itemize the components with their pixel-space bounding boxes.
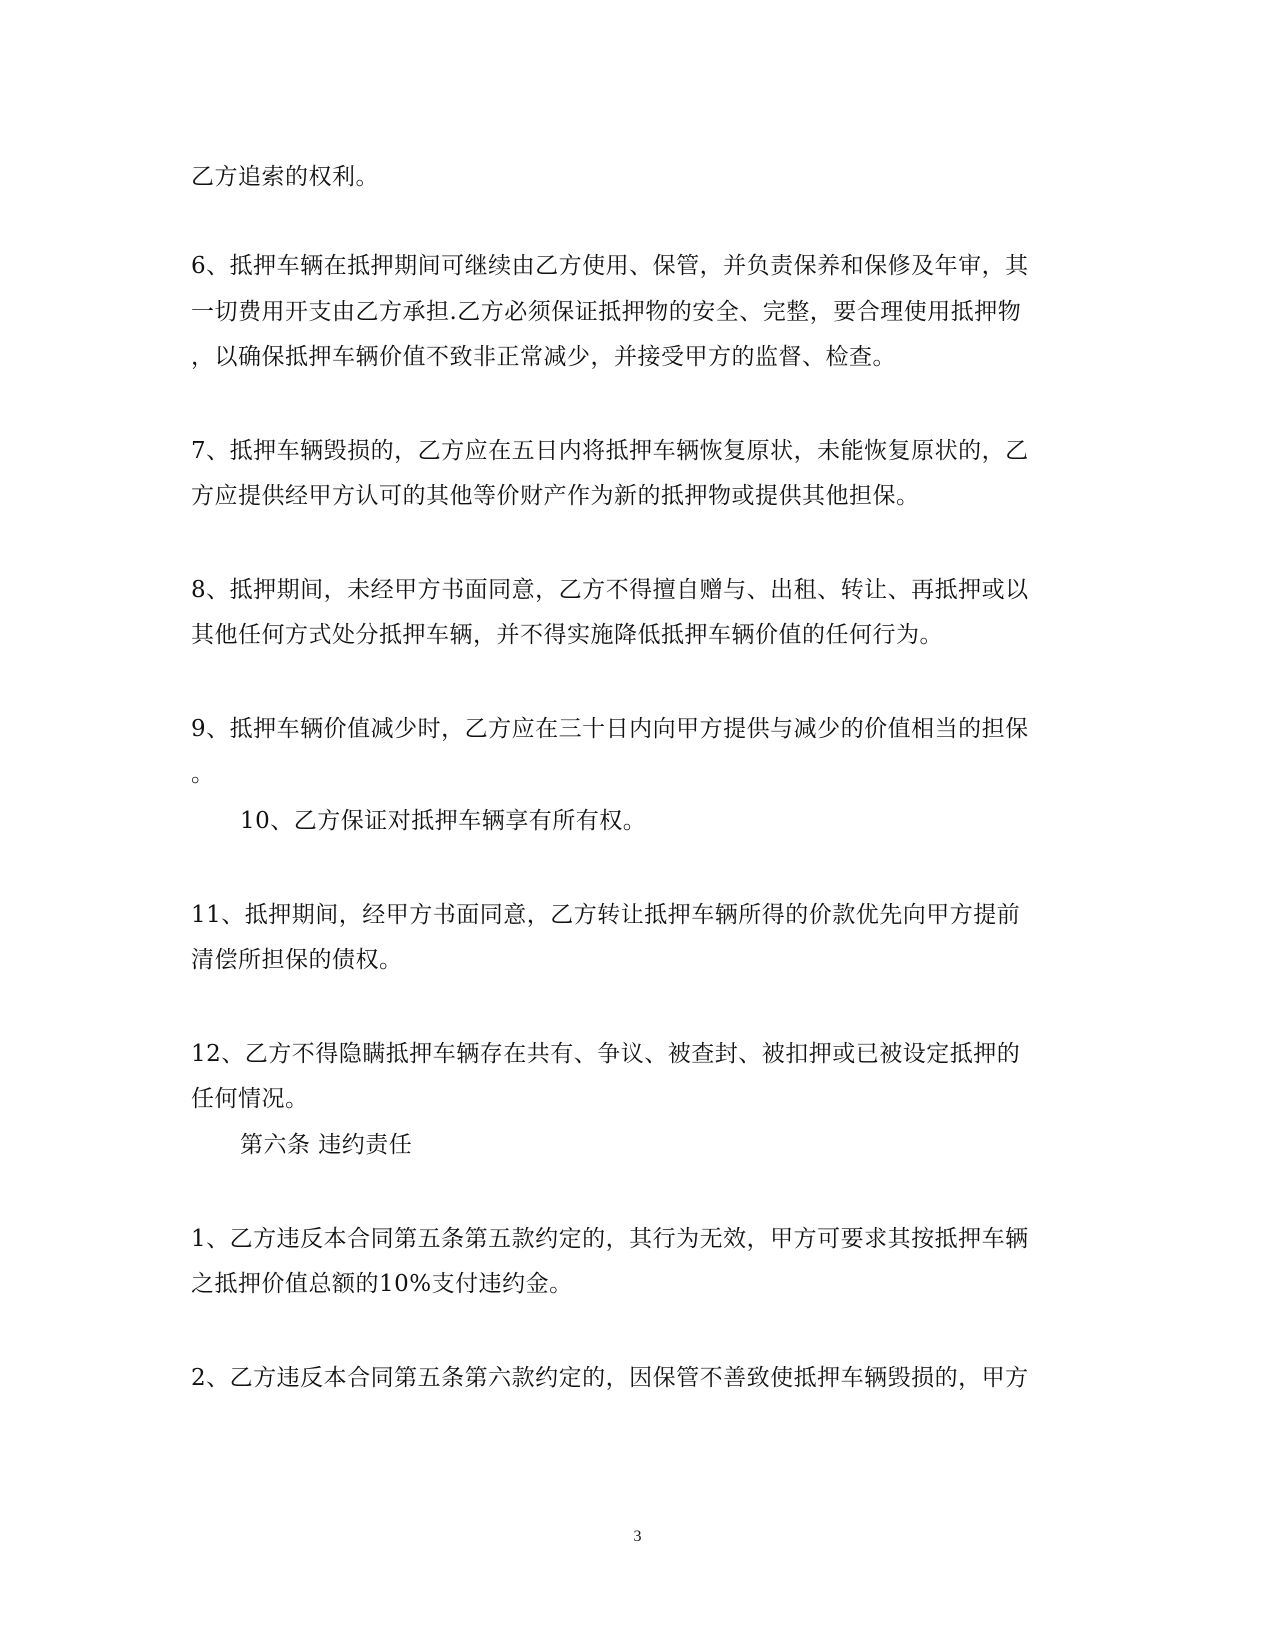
liability-1-line-1: 1、乙方违反本合同第五条第五款约定的，其行为无效，甲方可要求其按抵押车辆 (191, 1226, 1029, 1252)
clause-12-line-1: 12、乙方不得隐瞒抵押车辆存在共有、争议、被查封、被扣押或已被设定抵押的 (191, 1041, 1021, 1067)
clause-11-line-2: 清偿所担保的债权。 (191, 947, 403, 973)
liability-2-line-1: 2、乙方违反本合同第五条第六款约定的，因保管不善致使抵押车辆毁损的，甲方 (191, 1365, 1029, 1391)
clause-9-line-2: 。 (191, 761, 215, 787)
clause-8-line-1: 8、抵押期间，未经甲方书面同意，乙方不得擅自赠与、出租、转让、再抵押或以 (191, 577, 1029, 603)
text-line: 乙方追索的权利。 (191, 164, 379, 190)
clause-8-line-2: 其他任何方式处分抵押车辆，并不得实施降低抵押车辆价值的任何行为。 (191, 622, 943, 648)
page-number: 3 (633, 1528, 642, 1545)
liability-1-line-2: 之抵押价值总额的10%支付违约金。 (191, 1271, 573, 1297)
clause-9-line-1: 9、抵押车辆价值减少时，乙方应在三十日内向甲方提供与减少的价值相当的担保 (191, 716, 1029, 742)
section-heading: 第六条 违约责任 (240, 1132, 413, 1158)
clause-6-line-1: 6、抵押车辆在抵押期间可继续由乙方使用、保管，并负责保养和保修及年审，其 (191, 253, 1029, 279)
clause-6-line-3: ，以确保抵押车辆价值不致非正常减少，并接受甲方的监督、检查。 (191, 344, 896, 370)
clause-12-line-2: 任何情况。 (191, 1086, 309, 1112)
clause-11-line-1: 11、抵押期间，经甲方书面同意，乙方转让抵押车辆所得的价款优先向甲方提前 (191, 902, 1021, 928)
clause-7-line-1: 7、抵押车辆毁损的，乙方应在五日内将抵押车辆恢复原状，未能恢复原状的，乙 (191, 438, 1029, 464)
clause-10-line-1: 10、乙方保证对抵押车辆享有所有权。 (240, 808, 647, 834)
clause-6-line-2: 一切费用开支由乙方承担.乙方必须保证抵押物的安全、完整，要合理使用抵押物 (191, 299, 1022, 325)
clause-7-line-2: 方应提供经甲方认可的其他等价财产作为新的抵押物或提供其他担保。 (191, 483, 920, 509)
